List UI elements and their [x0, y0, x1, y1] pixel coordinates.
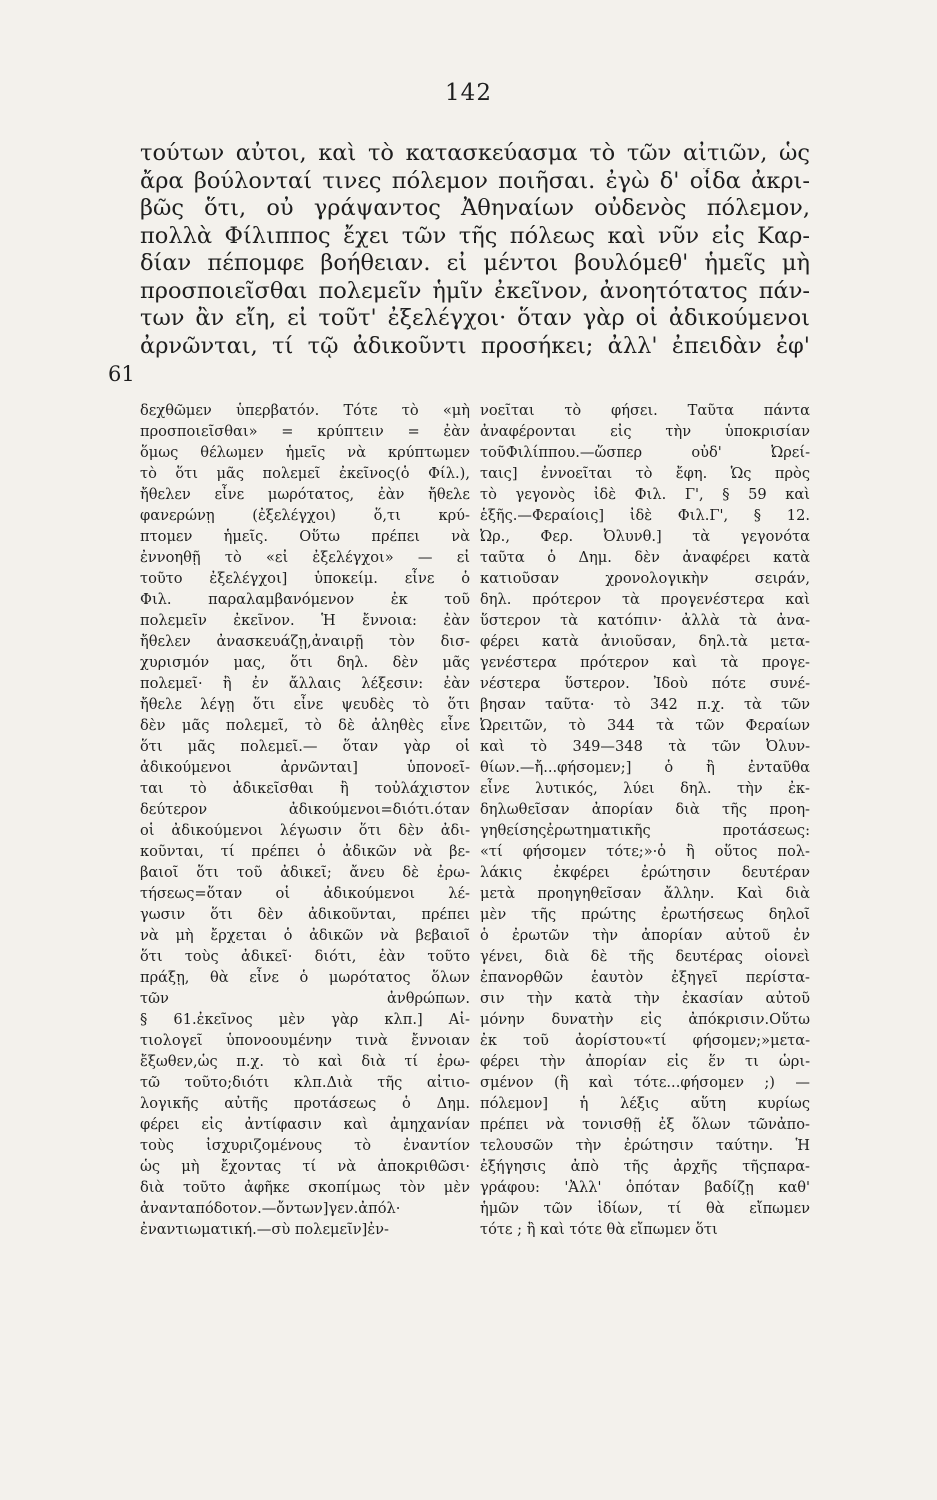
- note-line: γένει, διὰ δὲ τῆς δευτέρας οἱονεὶ: [480, 948, 810, 965]
- note-line: φέρει κατὰ ἀνιοῦσαν, δηλ.τὰ μετα-: [480, 633, 810, 650]
- main-text-line: βῶς ὅτι, οὐ γράψαντος Ἀθηναίων οὐδενὸς πόλεμον,: [140, 195, 810, 221]
- note-line: τιολογεῖ ὑπονοουμένην τινὰ ἔννοιαν: [140, 1032, 470, 1049]
- note-line: γενέστερα πρότερον καὶ τὰ προγε-: [480, 654, 810, 671]
- note-line: χυρισμόν μας, ὅτι δηλ. δὲν μᾶς: [140, 654, 470, 671]
- note-line: μὲν τῆς πρώτης ἐρωτήσεως δηλοῖ: [480, 906, 810, 923]
- note-line: ἐκ τοῦ ἀορίστου«τί φήσομεν;»μετα-: [480, 1032, 810, 1049]
- note-line: πολεμεῖ· ἢ ἐν ἄλλαις λέξεσιν: ἐὰν: [140, 675, 470, 692]
- note-line: θίων.—ἤ...φήσομεν;] ὁ ἢ ἐνταῦθα: [480, 759, 810, 776]
- note-line: σιν τὴν κατὰ τὴν ἐκασίαν αὐτοῦ: [480, 990, 810, 1007]
- note-line: πόλεμον] ἡ λέξις αὕτη κυρίως: [480, 1095, 810, 1112]
- note-line: ἐξήγησις ἀπὸ τῆς ἀρχῆς τῆςπαρα-: [480, 1158, 810, 1175]
- note-line: μετὰ προηγηθεῖσαν ἄλλην. Καὶ διὰ: [480, 885, 810, 902]
- note-line: βαιοῖ ὅτι τοῦ ἀδικεῖ; ἄνευ δὲ ἐρω-: [140, 864, 470, 881]
- main-text-line: τούτων αὐτοι, καὶ τὸ κατασκεύασμα τὸ τῶν αἰτιῶν, ὡς: [140, 140, 810, 166]
- note-line: ὅτι μᾶς πολεμεῖ.— ὅταν γὰρ οἱ: [140, 738, 470, 755]
- note-line: ἤθελεν εἶνε μωρότατος, ἐὰν ἤθελε: [140, 486, 470, 503]
- note-line: καὶ τὸ 349—348 τὰ τῶν Ὀλυν-: [480, 738, 810, 755]
- note-line: ἀδικούμενοι ἀρνῶνται] ὑπονοεῖ-: [140, 759, 470, 776]
- commentary-notes: [140, 400, 810, 1240]
- main-text-line: ἄρα βούλονταί τινες πόλεμον ποιῆσαι. ἐγὼ δ' οἶδα ἀκρι-: [140, 167, 810, 194]
- note-line: δὲν μᾶς πολεμεῖ, τὸ δὲ ἀληθὲς εἶνε: [140, 717, 470, 734]
- note-line: νέστερα ὕστερον. Ἰδοὺ πότε συνέ-: [480, 675, 810, 692]
- note-line: τελουσῶν τὴν ἐρώτησιν ταύτην. Ἡ: [480, 1137, 810, 1154]
- note-line: ται τὸ ἀδικεῖσθαι ἢ τοὐλάχιστον: [140, 780, 470, 797]
- note-line: νοεῖται τὸ φήσει. Ταῦτα πάντα: [480, 402, 810, 419]
- note-line: φανερώνῃ (ἐξελέγχοι) ὅ,τι κρύ-: [140, 507, 470, 524]
- note-line: εἶνε λυτικός, λύει δηλ. τὴν ἐκ-: [480, 780, 810, 797]
- note-line: δηλ. πρότερον τὰ προγενέστερα καὶ: [480, 591, 810, 608]
- main-text: [140, 140, 810, 360]
- note-line: τῶν ἀνθρώπων.: [140, 990, 470, 1007]
- note-line: τότε ; ἢ καὶ τότε θὰ εἴπωμεν ὅτι: [480, 1221, 718, 1238]
- note-line: τοὺς ἰσχυριζομένους τὸ ἐναντίον: [140, 1137, 470, 1154]
- note-line: γράφου: 'Ἀλλ' ὁπόταν βαδίζῃ καθ': [480, 1179, 810, 1196]
- note-line: ὁ ἐρωτῶν τὴν ἀπορίαν αὐτοῦ ἐν: [480, 927, 810, 944]
- main-text-line: ἀρνῶνται, τί τῷ ἀδικοῦντι προσήκει; ἀλλ' ἐπειδὰν ἐφ': [140, 332, 810, 359]
- note-line: γηθείσηςἐρωτηματικῆς προτάσεως:: [480, 822, 810, 839]
- note-line: ἐννοηθῇ τὸ «εἰ ἐξελέγχοι» — εἰ: [140, 549, 470, 566]
- note-line: λάκις ἐκφέρει ἐρώτησιν δευτέραν: [480, 864, 810, 881]
- note-line: βησαν ταῦτα· τὸ 342 π.χ. τὰ τῶν: [480, 696, 810, 713]
- main-text-line: των ἂν εἴη, εἰ τοῦτ' ἐξελέγχοι· ὅταν γὰρ οἱ ἀδικούμενοι: [140, 305, 810, 331]
- notes-right-column: [480, 400, 810, 1240]
- note-line: προσποιεῖσθαι» = κρύπτειν = ἐὰν: [140, 423, 470, 440]
- note-line: ὅμως θέλωμεν ἡμεῖς νὰ κρύπτωμεν: [140, 444, 470, 461]
- note-line: Φιλ. παραλαμβανόμενον ἐκ τοῦ: [140, 591, 470, 608]
- note-line: δεύτερον ἀδικούμενοι=διότι.όταν: [140, 801, 470, 818]
- note-line: ταῦτα ὁ Δημ. δὲν ἀναφέρει κατὰ: [480, 549, 810, 566]
- note-line: λογικῆς αὐτῆς προτάσεως ὁ Δημ.: [140, 1095, 470, 1112]
- note-line: τοῦΦιλίππου.—ὥσπερ οὐδ' Ὠρεί-: [480, 444, 810, 461]
- notes-left-column: [140, 400, 470, 1240]
- note-line: ἀνανταπόδοτον.—ὄντων]γεν.ἀπόλ·: [140, 1200, 401, 1217]
- note-line: ταις] ἐννοεῖται τὸ ἔφη. Ὡς πρὸς: [480, 465, 810, 482]
- note-line: Ὠρειτῶν, τὸ 344 τὰ τῶν Φεραίων: [480, 717, 810, 734]
- note-line: γωσιν ὅτι δὲν ἀδικοῦνται, πρέπει: [140, 906, 470, 923]
- note-line: φέρει τὴν ἀπορίαν εἰς ἕν τι ὡρι-: [480, 1053, 810, 1070]
- note-line: τῶ τοῦτο;διότι κλπ.Διὰ τῆς αἰτιο-: [140, 1074, 470, 1091]
- note-line: μόνην δυνατὴν εἰς ἀπόκρισιν.Οὕτω: [480, 1011, 810, 1028]
- note-line: ὡς μὴ ἔχοντας τί νὰ ἀποκριθῶσι·: [140, 1158, 470, 1175]
- note-line: φέρει εἰς ἀντίφασιν καὶ ἀμηχανίαν: [140, 1116, 470, 1133]
- note-line: ἐναντιωματική.—σὺ πολεμεῖν]ἐν-: [140, 1221, 389, 1238]
- note-line: τὸ ὅτι μᾶς πολεμεῖ ἐκεῖνος(ὁ Φίλ.),: [140, 465, 470, 482]
- note-line: κατιοῦσαν χρονολογικὴν σειράν,: [480, 570, 810, 587]
- note-line: τήσεως=ὅταν οἱ ἀδικούμενοι λέ-: [140, 885, 470, 902]
- note-line: ὕστερον τὰ κατόπιν· ἀλλὰ τὰ ἀνα-: [480, 612, 810, 629]
- note-line: ἑξῆς.—Φεραίοις] ἰδὲ Φιλ.Γ', § 12.: [480, 507, 810, 524]
- note-line: δηλωθεῖσαν ἀπορίαν διὰ τῆς προη-: [480, 801, 810, 818]
- note-line: νὰ μὴ ἔρχεται ὁ ἀδικῶν νὰ βεβαιοῖ: [140, 927, 470, 944]
- note-line: δεχθῶμεν ὑπερβατόν. Τότε τὸ «μὴ: [140, 402, 470, 419]
- note-line: «τί φήσομεν τότε;»·ὁ ἢ οὕτος πολ-: [480, 843, 810, 860]
- note-line: πρέπει νὰ τονισθῇ ἐξ ὅλων τῶνἀπο-: [480, 1116, 810, 1133]
- note-line: ἤθελε λέγῃ ὅτι εἶνε ψευδὲς τὸ ὅτι: [140, 696, 470, 713]
- page-number: 142: [445, 80, 492, 106]
- main-text-line: προσποιεῖσθαι πολεμεῖν ἡμῖν ἐκεῖνον, ἀνοητότατος πάν-: [140, 277, 810, 304]
- note-line: οἱ ἀδικούμενοι λέγωσιν ὅτι δὲν ἀδι-: [140, 822, 470, 839]
- note-line: πράξῃ, θὰ εἶνε ὁ μωρότατος ὅλων: [140, 969, 470, 986]
- note-line: τὸ γεγονὸς ἰδὲ Φιλ. Γ', § 59 καὶ: [480, 486, 810, 503]
- main-text-line: δίαν πέπομφε βοήθειαν. εἰ μέντοι βουλόμεθ' ἡμεῖς μὴ: [140, 250, 810, 276]
- note-line: ἤθελεν ἀνασκευάζῃ,ἀναιρῇ τὸν δισ-: [140, 633, 470, 650]
- note-line: ὅτι τοὺς ἀδικεῖ· διότι, ἐὰν τοῦτο: [140, 948, 470, 965]
- note-line: ἡμῶν τῶν ἰδίων, τί θὰ εἴπωμεν: [480, 1200, 810, 1217]
- main-text-line: πολλὰ Φίλιππος ἔχει τῶν τῆς πόλεως καὶ νῦν εἰς Καρ-: [140, 222, 810, 249]
- margin-section-number: 61: [108, 362, 135, 386]
- note-line: κοῦνται, τί πρέπει ὁ ἀδικῶν νὰ βε-: [140, 843, 470, 860]
- note-line: ἔξωθεν,ὡς π.χ. τὸ καὶ διὰ τί ἐρω-: [140, 1053, 470, 1070]
- note-line: ἐπανορθῶν ἑαυτὸν ἐξηγεῖ περίστα-: [480, 969, 810, 986]
- note-line: σμένον (ἢ καὶ τότε...φήσομεν ;) —: [480, 1074, 810, 1091]
- note-line: Ὠρ., Φερ. Ὀλυνθ.] τὰ γεγονότα: [480, 528, 810, 545]
- note-line: τοῦτο ἐξελέγχοι] ὑποκείμ. εἶνε ὁ: [140, 570, 470, 587]
- note-line: § 61.ἐκεῖνος μὲν γὰρ κλπ.] Αἰ-: [140, 1011, 470, 1028]
- note-line: ἀναφέρονται εἰς τὴν ὑποκρισίαν: [480, 423, 810, 440]
- note-line: πολεμεῖν ἐκεῖνον. Ἡ ἔννοια: ἐὰν: [140, 612, 470, 629]
- note-line: πτομεν ἡμεῖς. Οὕτω πρέπει νὰ: [140, 528, 470, 545]
- note-line: διὰ τοῦτο ἀφῆκε σκοπίμως τὸν μὲν: [140, 1179, 470, 1196]
